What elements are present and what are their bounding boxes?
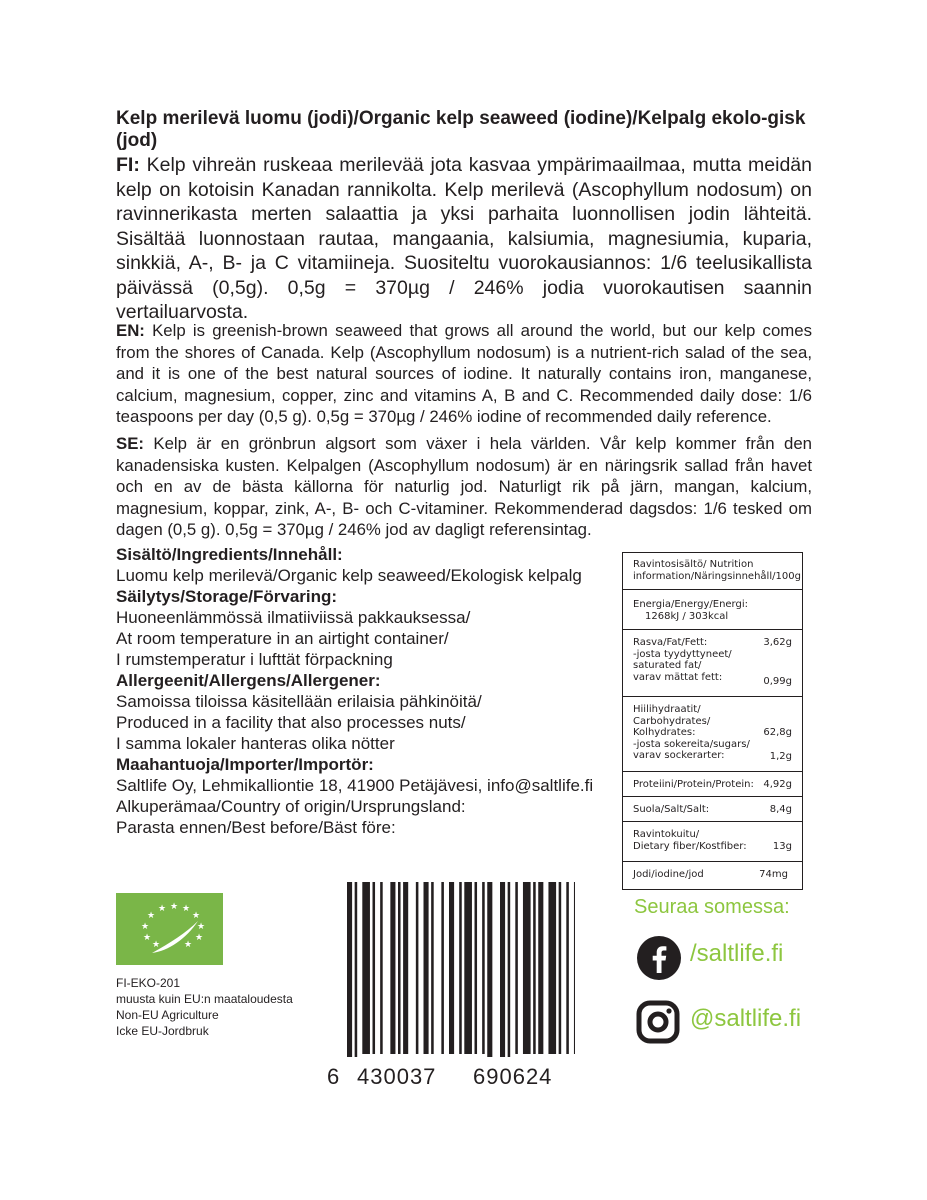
barcode-bar <box>500 882 505 1057</box>
fiber-label: Ravintokuitu/ <box>633 829 700 840</box>
barcode-bar <box>390 882 395 1054</box>
barcode-bar <box>373 882 376 1054</box>
divider <box>623 796 802 797</box>
svg-text:★: ★ <box>157 904 167 914</box>
fi-text: Kelp vihreän ruskeaa merilevää jota kasvaa ympärimaailmaa, mutta meidän kelp on kotoisin Kanadan rannikolta. Kelp merilevä (Ascophyllum nodosum) on ravinnerikasta merten salaattia ja yksi parhaita luonnollisen jodin lähteitä. Sisältää luonnostaan rautaa, mangaania, kalsiumia, magnesiumia, kuparia, sinkkiä, A-, B- ja C vitamiineja. Suositeltu vuorokausiannos: 1/6 teelusikallista päivässä (0,5g). 0,5g = 370µg / 246% jodia vuorokautisen saannin vertailuarvosta. <box>116 154 812 323</box>
protein-label: Proteiini/Protein/Protein: <box>633 779 754 790</box>
eu-origin-en: Non-EU Agriculture <box>116 1008 219 1022</box>
barcode-bar <box>380 882 383 1054</box>
nutrition-header-line: Ravintosisältö/ Nutrition <box>633 559 754 570</box>
allergens-line: Produced in a facility that also processes nuts/ <box>116 713 466 732</box>
instagram-link[interactable]: @saltlife.fi <box>690 1005 802 1032</box>
barcode-right-digits: 690624 <box>473 1064 553 1089</box>
salt-label: Suola/Salt/Salt: <box>633 804 710 815</box>
barcode-bar <box>355 882 358 1057</box>
svg-text:★: ★ <box>151 940 161 950</box>
se-text: Kelp är en grönbrun algsort som växer i hela världen. Vår kelp kommer från den kanadensiska kusten. Kelpalgen (Ascophyllum nodosum) är en näringsrik sallad från havet och en av de bästa källorna för naturlig jod. Naturligt rik på järn, mangan, kalcium, magnesium, koppar, zink, A-, B- och C-vitaminer. Rekommenderad dagsdos: 1/6 tesked om dagen (0,5 g). 0,5g = 370µg / 246% jod av dagligt referensintag. <box>116 434 812 539</box>
description-en <box>116 320 812 428</box>
product-info <box>116 544 611 838</box>
energy-value: 1268kJ / 303kcal <box>645 610 729 622</box>
barcode-bar <box>362 882 370 1054</box>
barcode-bar <box>566 882 569 1054</box>
fiber-label: Dietary fiber/Kostfiber: <box>633 840 747 852</box>
barcode-bars <box>325 882 575 1057</box>
barcode-bar <box>416 882 419 1054</box>
carb-label: Kolhydrates: <box>633 727 696 738</box>
carb-label: Carbohydrates/ <box>633 715 711 727</box>
allergens-line: I samma lokaler hanteras olika nötter <box>116 734 395 753</box>
barcode-bar <box>347 882 352 1057</box>
origin-line: Alkuperämaa/Country of origin/Ursprungsland: <box>116 797 466 816</box>
storage-heading: Säilytys/Storage/Förvaring: <box>116 587 338 606</box>
salt-row <box>633 804 792 816</box>
fi-label: FI: <box>116 154 140 176</box>
se-label: SE: <box>116 434 144 453</box>
importer-heading: Maahantuoja/Importer/Importör: <box>116 755 374 774</box>
description-se <box>116 433 812 541</box>
barcode-bar <box>523 882 531 1054</box>
facebook-link[interactable]: /saltlife.fi <box>690 940 784 967</box>
svg-text:★: ★ <box>191 911 201 921</box>
barcode-bar <box>459 882 462 1054</box>
svg-text:★: ★ <box>181 904 191 914</box>
barcode-bar <box>574 882 575 1054</box>
salt-value: 8,4g <box>769 804 792 815</box>
eu-organic-text <box>116 975 293 1039</box>
follow-heading: Seuraa somessa: <box>634 896 790 918</box>
sugar-label: varav sockerarter: <box>633 750 725 761</box>
barcode-bar <box>482 882 485 1054</box>
barcode <box>325 882 575 1082</box>
nutrition-header-line: information/Näringsinnehåll/100g <box>633 570 801 582</box>
fat-label: Rasva/Fat/Fett: <box>633 637 708 648</box>
barcode-bar <box>441 882 444 1054</box>
eu-origin-fi: muusta kuin EU:n maataloudesta <box>116 992 293 1006</box>
svg-text:★: ★ <box>140 922 150 932</box>
sat-label: saturated fat/ <box>633 660 702 671</box>
carb-value: 62,8g <box>763 727 792 738</box>
divider <box>623 696 802 697</box>
barcode-bar <box>431 882 434 1054</box>
product-title: Kelp merilevä luomu (jodi)/Organic kelp seaweed (iodine)/Kelpalg ekolo-gisk (jod) <box>116 108 806 151</box>
svg-text:★: ★ <box>142 933 152 943</box>
barcode-bar <box>398 882 401 1054</box>
nutrition-header <box>633 559 801 582</box>
carb-label: Hiilihydraatit/ <box>633 704 701 715</box>
allergens-line: Samoissa tiloissa käsitellään erilaisia pähkinöitä/ <box>116 692 482 711</box>
svg-text:★: ★ <box>196 922 206 932</box>
barcode-bar <box>487 882 492 1057</box>
divider <box>623 821 802 822</box>
barcode-bar <box>449 882 454 1054</box>
barcode-bar <box>515 882 518 1054</box>
barcode-bar <box>508 882 511 1057</box>
svg-text:★: ★ <box>183 940 193 950</box>
description-fi <box>116 153 812 325</box>
allergens-heading: Allergeenit/Allergens/Allergener: <box>116 671 381 690</box>
ingredients-line: Luomu kelp merilevä/Organic kelp seaweed/Ekologisk kelpalg <box>116 566 582 585</box>
iodine-label: Jodi/iodine/jod <box>633 869 704 880</box>
best-before-line: Parasta ennen/Best before/Bäst före: <box>116 818 396 837</box>
barcode-bar <box>538 882 543 1054</box>
ingredients-heading: Sisältö/Ingredients/Innehåll: <box>116 545 343 564</box>
en-label: EN: <box>116 321 145 340</box>
sat-label: -josta tyydyttyneet/ <box>633 648 732 660</box>
svg-text:★: ★ <box>194 933 204 943</box>
divider <box>623 589 802 590</box>
eu-organic-logo <box>116 893 223 965</box>
barcode-left-digits: 430037 <box>357 1064 437 1089</box>
storage-line: I rumstemperatur i lufttät förpackning <box>116 650 393 669</box>
en-text: Kelp is greenish-brown seaweed that grows all around the world, but our kelp comes from the shores of Canada. Kelp (Ascophyllum nodosum) is a nutrient-rich salad of the sea, and it is one of the best natural sources of iodine. It naturally contains iron, manganese, calcium, magnesium, copper, zinc and vitamins A, B and C. Recommended daily dose: 1/6 teaspoons per day (0,5 g). 0,5g = 370µg / 246% iodine of recommended daily reference. <box>116 321 812 426</box>
eu-code: FI-EKO-201 <box>116 976 181 990</box>
sugar-value: 1,2g <box>769 751 792 762</box>
sat-value: 0,99g <box>763 676 792 687</box>
sugar-label: -josta sokereita/sugars/ <box>633 738 750 750</box>
energy-row <box>633 599 792 622</box>
barcode-bar <box>548 882 556 1054</box>
instagram-icon[interactable] <box>636 1000 682 1046</box>
fiber-value: 13g <box>772 841 792 852</box>
eu-origin-se: Icke EU-Jordbruk <box>116 1024 209 1038</box>
barcode-bar <box>559 882 562 1054</box>
divider <box>623 771 802 772</box>
energy-label: Energia/Energy/Energi: <box>633 599 748 610</box>
fiber-row <box>633 829 792 852</box>
importer-line: Saltlife Oy, Lehmikalliontie 18, 41900 Petäjävesi, info@saltlife.fi <box>116 776 594 795</box>
divider <box>623 629 802 630</box>
barcode-bar <box>424 882 429 1054</box>
barcode-bar <box>403 882 408 1054</box>
iodine-value: 74mg <box>759 869 788 880</box>
divider <box>623 861 802 862</box>
storage-line: At room temperature in an airtight container/ <box>116 629 449 648</box>
nutrition-table <box>622 552 803 890</box>
storage-line: Huoneenlämmössä ilmatiiviissä pakkauksessa/ <box>116 608 471 627</box>
facebook-icon[interactable] <box>636 935 682 981</box>
barcode-bar <box>475 882 478 1054</box>
barcode-bar <box>533 882 536 1054</box>
sat-label: varav mättat fett: <box>633 671 723 683</box>
barcode-first-digit: 6 <box>327 1064 341 1089</box>
protein-value: 4,92g <box>763 779 792 790</box>
svg-text:★: ★ <box>169 902 179 912</box>
svg-text:★: ★ <box>146 911 156 921</box>
fat-value: 3,62g <box>763 637 792 648</box>
barcode-bar <box>464 882 472 1054</box>
